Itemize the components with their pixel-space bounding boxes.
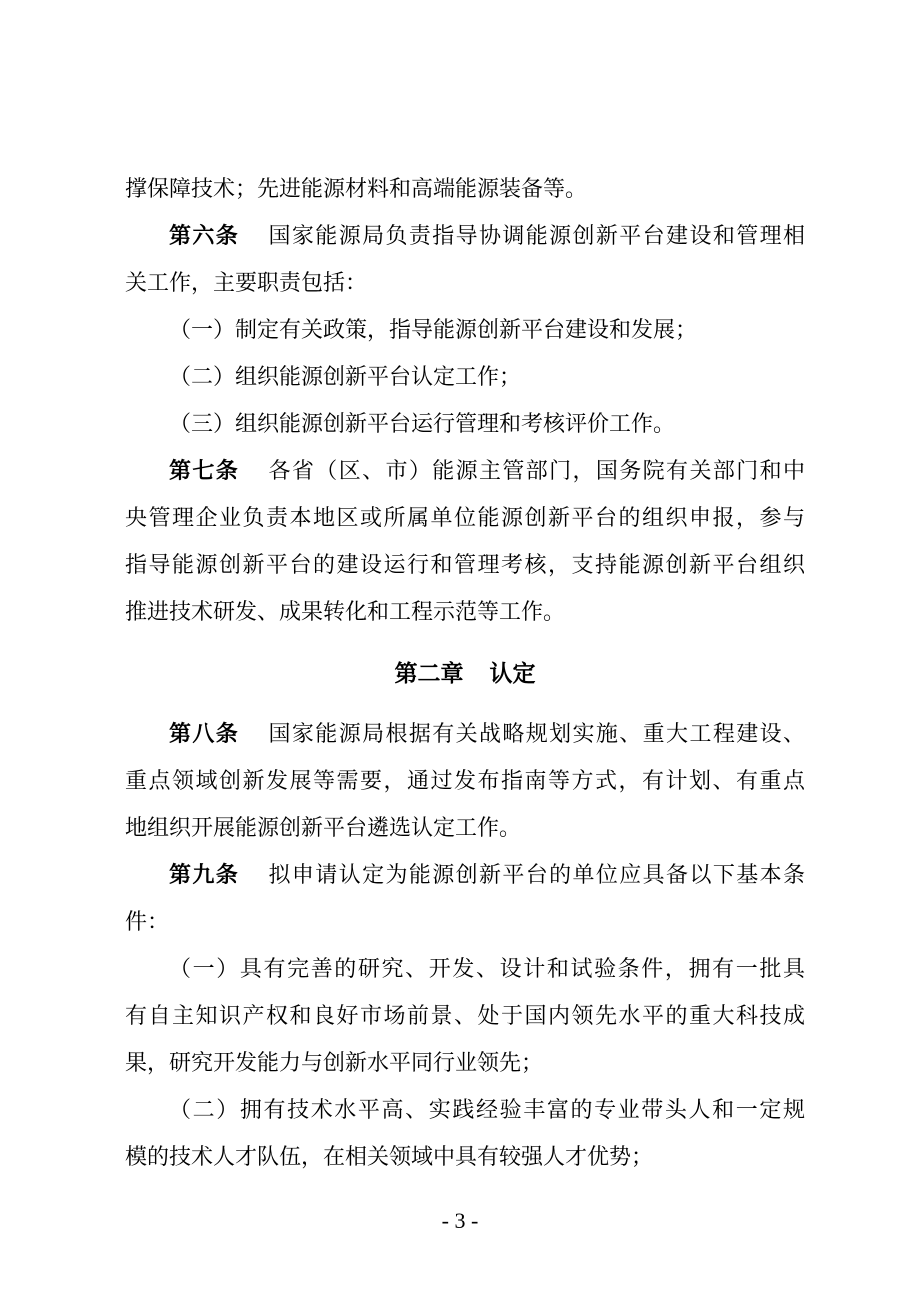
article-7-label: 第七条 bbox=[169, 458, 240, 484]
chapter-number: 第二章 bbox=[394, 660, 464, 687]
article-7-line-1 bbox=[125, 448, 805, 495]
article-9-item-2-line-1: （二）拥有技术水平高、实践经验丰富的专业带头人和一定规 bbox=[169, 1098, 805, 1123]
chapter-title: 认定 bbox=[489, 660, 536, 687]
article-7-text: 各省（区、市）能源主管部门，国务院有关部门和中 bbox=[267, 459, 805, 484]
paragraph-line: 撑保障技术；先进能源材料和高端能源装备等。 bbox=[125, 177, 588, 202]
article-9-text: 拟申请认定为能源创新平台的单位应具备以下基本条 bbox=[267, 863, 805, 888]
document-body bbox=[125, 166, 805, 1181]
article-7-line-3: 指导能源创新平台的建设运行和管理考核，支持能源创新平台组织 bbox=[125, 553, 805, 578]
article-8-text: 国家能源局根据有关战略规划实施、重大工程建设、 bbox=[267, 722, 805, 747]
article-9-item-2-line-2: 模的技术人才队伍，在相关领域中具有较强人才优势； bbox=[125, 1145, 654, 1170]
article-6-item-1: （一）制定有关政策，指导能源创新平台建设和发展； bbox=[169, 318, 698, 343]
article-6-line-2: 关工作，主要职责包括： bbox=[125, 271, 368, 296]
article-8-line-3: 地组织开展能源创新平台遴选认定工作。 bbox=[125, 816, 522, 841]
article-9-item-1-line-2: 有自主知识产权和良好市场前景、处于国内领先水平的重大科技成 bbox=[125, 1004, 805, 1029]
article-8-line-1 bbox=[125, 711, 805, 758]
article-9-item-1-line-1: （一）具有完善的研究、开发、设计和试验条件，拥有一批具 bbox=[169, 957, 805, 982]
article-6-item-3: （三）组织能源创新平台运行管理和考核评价工作。 bbox=[169, 412, 676, 437]
article-9-line-2: 件： bbox=[125, 910, 170, 935]
article-8-line-2: 重点领域创新发展等需要，通过发布指南等方式，有计划、有重点 bbox=[125, 769, 805, 794]
article-9-label: 第九条 bbox=[169, 862, 240, 888]
chapter-heading bbox=[125, 650, 805, 697]
article-6-item-2: （二）组织能源创新平台认定工作； bbox=[169, 365, 522, 390]
page-number: - 3 - bbox=[441, 1208, 479, 1233]
article-6-label: 第六条 bbox=[169, 223, 240, 249]
article-7-line-2: 央管理企业负责本地区或所属单位能源创新平台的组织申报，参与 bbox=[125, 506, 805, 531]
article-8-label: 第八条 bbox=[169, 721, 240, 747]
article-6-text: 国家能源局负责指导协调能源创新平台建设和管理相 bbox=[267, 224, 805, 249]
article-9-item-1-line-3: 果，研究开发能力与创新水平同行业领先； bbox=[125, 1051, 544, 1076]
article-9-line-1 bbox=[125, 852, 805, 899]
article-6-line-1 bbox=[125, 213, 805, 260]
article-7-line-4: 推进技术研发、成果转化和工程示范等工作。 bbox=[125, 600, 566, 625]
